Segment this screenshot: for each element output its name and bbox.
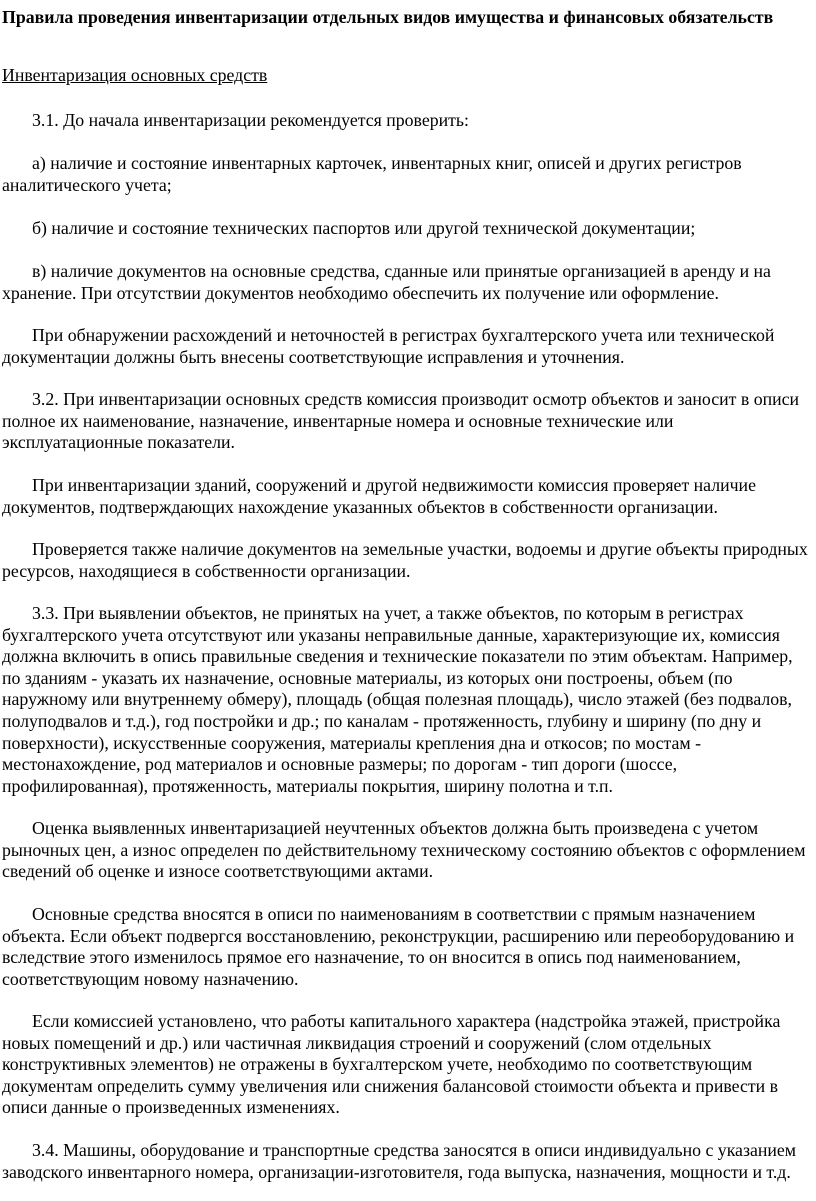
paragraph-3-3: 3.3. При выявлении объектов, не принятых на учет, а также объектов, по которым в регистрах бухгалтерского учета отсутствуют или указаны неправильные данные, характеризующие их, комиссия должна включить в опись правильные сведения и технические показатели по этим объектам. Например, по зданиям - указать их назначение, основные материалы, из которых они построены, объем (по наружному или внутреннему обмеру), площадь (общая полезная площадь), число этажей (без подвалов, полуподвалов и т.д.), год постройки и др.; по каналам - протяженность, глубину и ширину (по дну и поверхности), искусственные сооружения, материалы крепления дна и откосов; по мостам - местонахождение, род материалов и основные размеры; по дорогам - тип дороги (шоссе, профилированная), протяженность, материалы покрытия, ширину полотна и т.п. [2, 603, 793, 796]
paragraph-3-4: 3.4. Машины, оборудование и транспортные средства заносятся в описи индивидуально с указанием заводского инвентарного номера, организации-изготовителя, года выпуска, назначения, мощности и т.д. [2, 1140, 797, 1182]
paragraph-naming: Основные средства вносятся в описи по наименованиям в соответствии с прямым назначением объекта. Если объект подвергся восстановлению, реконструкции, расширению или переоборудованию и вследствие этого изменилось прямое его назначение, то он вносится в опись под наименованием, соответствующим новому назначению. [2, 904, 795, 989]
paragraph-land: Проверяется также наличие документов на земельные участки, водоемы и другие объекты природных ресурсов, находящиеся в собственности организации. [2, 539, 808, 581]
paragraph-item-a: а) наличие и состояние инвентарных карточек, инвентарных книг, описей и других регистров аналитического учета; [2, 153, 742, 195]
paragraph-3-1: 3.1. До начала инвентаризации рекомендуется проверить: [32, 110, 469, 130]
paragraph-discrepancies: При обнаружении расхождений и неточностей в регистрах бухгалтерского учета или технической документации должны быть внесены соответствующие исправления и уточнения. [2, 325, 775, 367]
paragraph-item-v: в) наличие документов на основные средства, сданные или принятые организацией в аренду и на хранение. При отсутствии документов необходимо обеспечить их получение или оформление. [2, 261, 771, 303]
section-heading: Инвентаризация основных средств [2, 65, 268, 85]
paragraph-item-b: б) наличие и состояние технических паспортов или другой технической документации; [32, 218, 696, 238]
paragraph-valuation: Оценка выявленных инвентаризацией неучтенных объектов должна быть произведена с учетом рыночных цен, а износ определен по действительному техническому состоянию объектов с оформлением сведений об оценке и износе соответствующими актами. [2, 818, 806, 882]
paragraph-3-2: 3.2. При инвентаризации основных средств комиссия производит осмотр объектов и заносит в описи полное их наименование, назначение, инвентарные номера и основные технические или эксплуатационные показатели. [2, 389, 800, 453]
paragraph-capital-works: Если комиссией установлено, что работы капитального характера (надстройка этажей, пристройка новых помещений и др.) или частичная ликвидация строений и сооружений (слом отдельных конструктивных элементов) не отражены в бухгалтерском учете, необходимо по соответствующим документам определить сумму увеличения или снижения балансовой стоимости объекта и привести в описи данные о произведенных изменениях. [2, 1011, 781, 1118]
paragraph-buildings: При инвентаризации зданий, сооружений и другой недвижимости комиссия проверяет наличие документов, подтверждающих нахождение указанных объектов в собственности организации. [2, 475, 756, 517]
document-title: Правила проведения инвентаризации отдельных видов имущества и финансовых обязательств [2, 7, 774, 27]
